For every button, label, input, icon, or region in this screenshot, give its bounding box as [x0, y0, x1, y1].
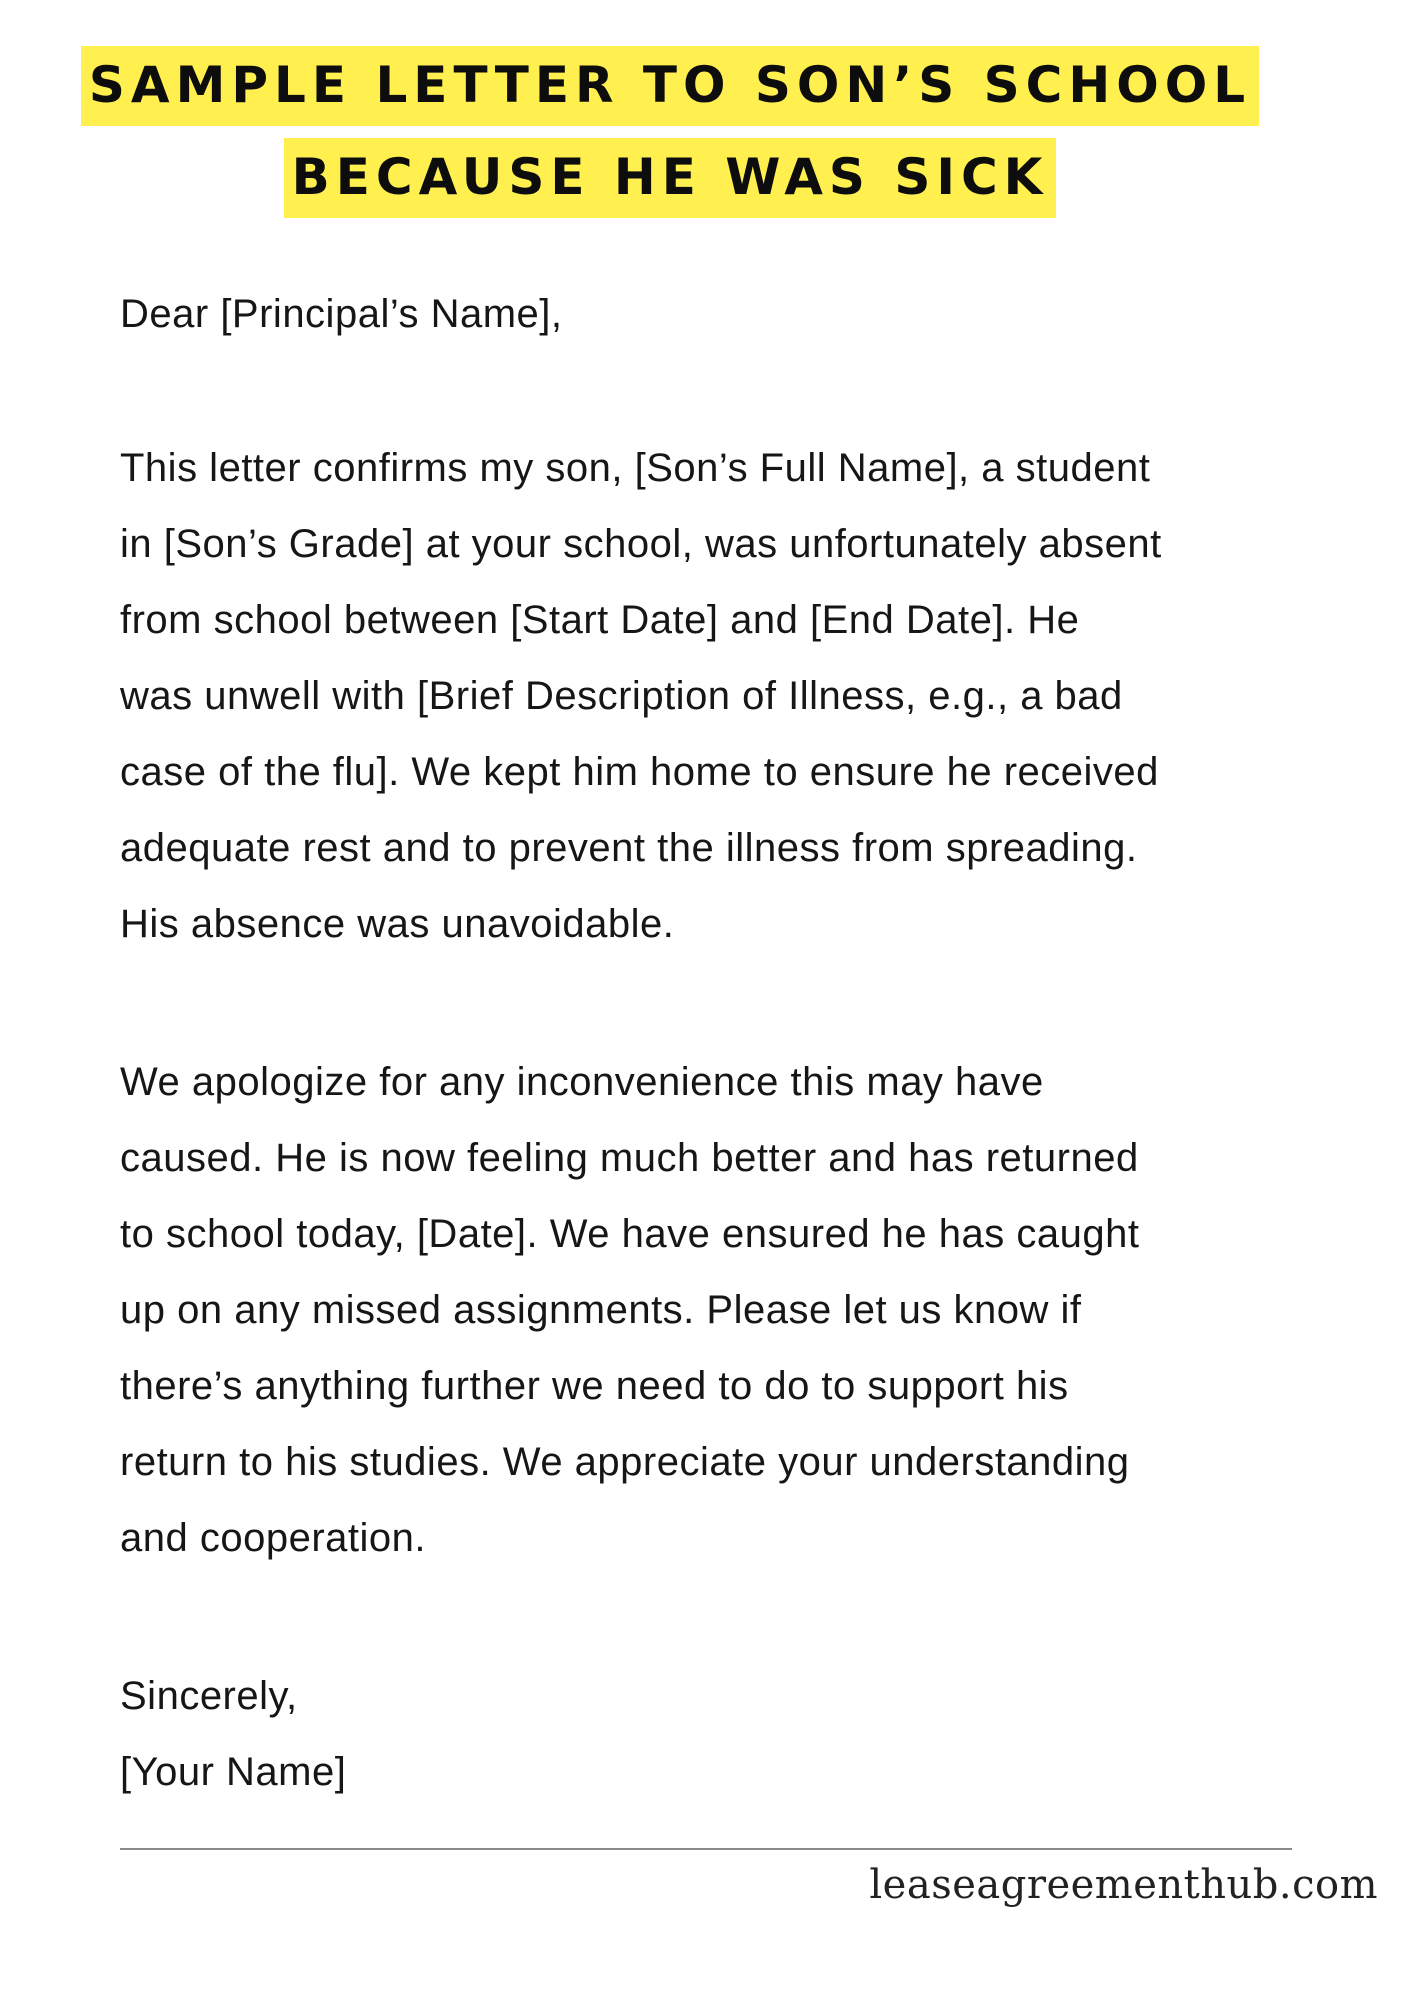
paragraph-line: This letter confirms my son, [Son’s Full Name], a student: [120, 446, 1151, 490]
paragraph-line: was unwell with [Brief Description of Illness, e.g., a bad: [120, 674, 1123, 718]
paragraph-line: case of the flu]. We kept him home to ensure he received: [120, 750, 1159, 794]
paragraph-line: His absence was unavoidable.: [120, 902, 675, 946]
paragraph-line: and cooperation.: [120, 1516, 427, 1560]
paragraph-line: from school between [Start Date] and [End Date]. He: [120, 598, 1080, 642]
paragraph-line: to school today, [Date]. We have ensured he has caught: [120, 1212, 1140, 1256]
title-line-1: SAMPLE LETTER TO SON’S SCHOOL: [81, 46, 1259, 126]
paragraph-line: up on any missed assignments. Please let us know if: [120, 1288, 1082, 1332]
salutation: Dear [Principal’s Name],: [120, 292, 563, 336]
paragraph-line: adequate rest and to prevent the illness from spreading.: [120, 826, 1138, 870]
paragraph-line: there’s anything further we need to do to support his: [120, 1364, 1069, 1408]
footer-divider: [120, 1848, 1292, 1850]
paragraph-line: in [Son’s Grade] at your school, was unfortunately absent: [120, 522, 1162, 566]
letter-title: [0, 46, 1340, 218]
closing: Sincerely,: [120, 1674, 298, 1718]
paragraph-line: We apologize for any inconvenience this may have: [120, 1060, 1044, 1104]
footer-website: leaseagreementhub.com: [869, 1862, 1378, 1908]
body-paragraph-2: [120, 1044, 1360, 1576]
body-paragraph-1: [120, 430, 1360, 962]
paragraph-line: caused. He is now feeling much better and has returned: [120, 1136, 1139, 1180]
paragraph-line: return to his studies. We appreciate your understanding: [120, 1440, 1130, 1484]
title-line-2: BECAUSE HE WAS SICK: [284, 138, 1057, 218]
signature-placeholder: [Your Name]: [120, 1750, 347, 1794]
